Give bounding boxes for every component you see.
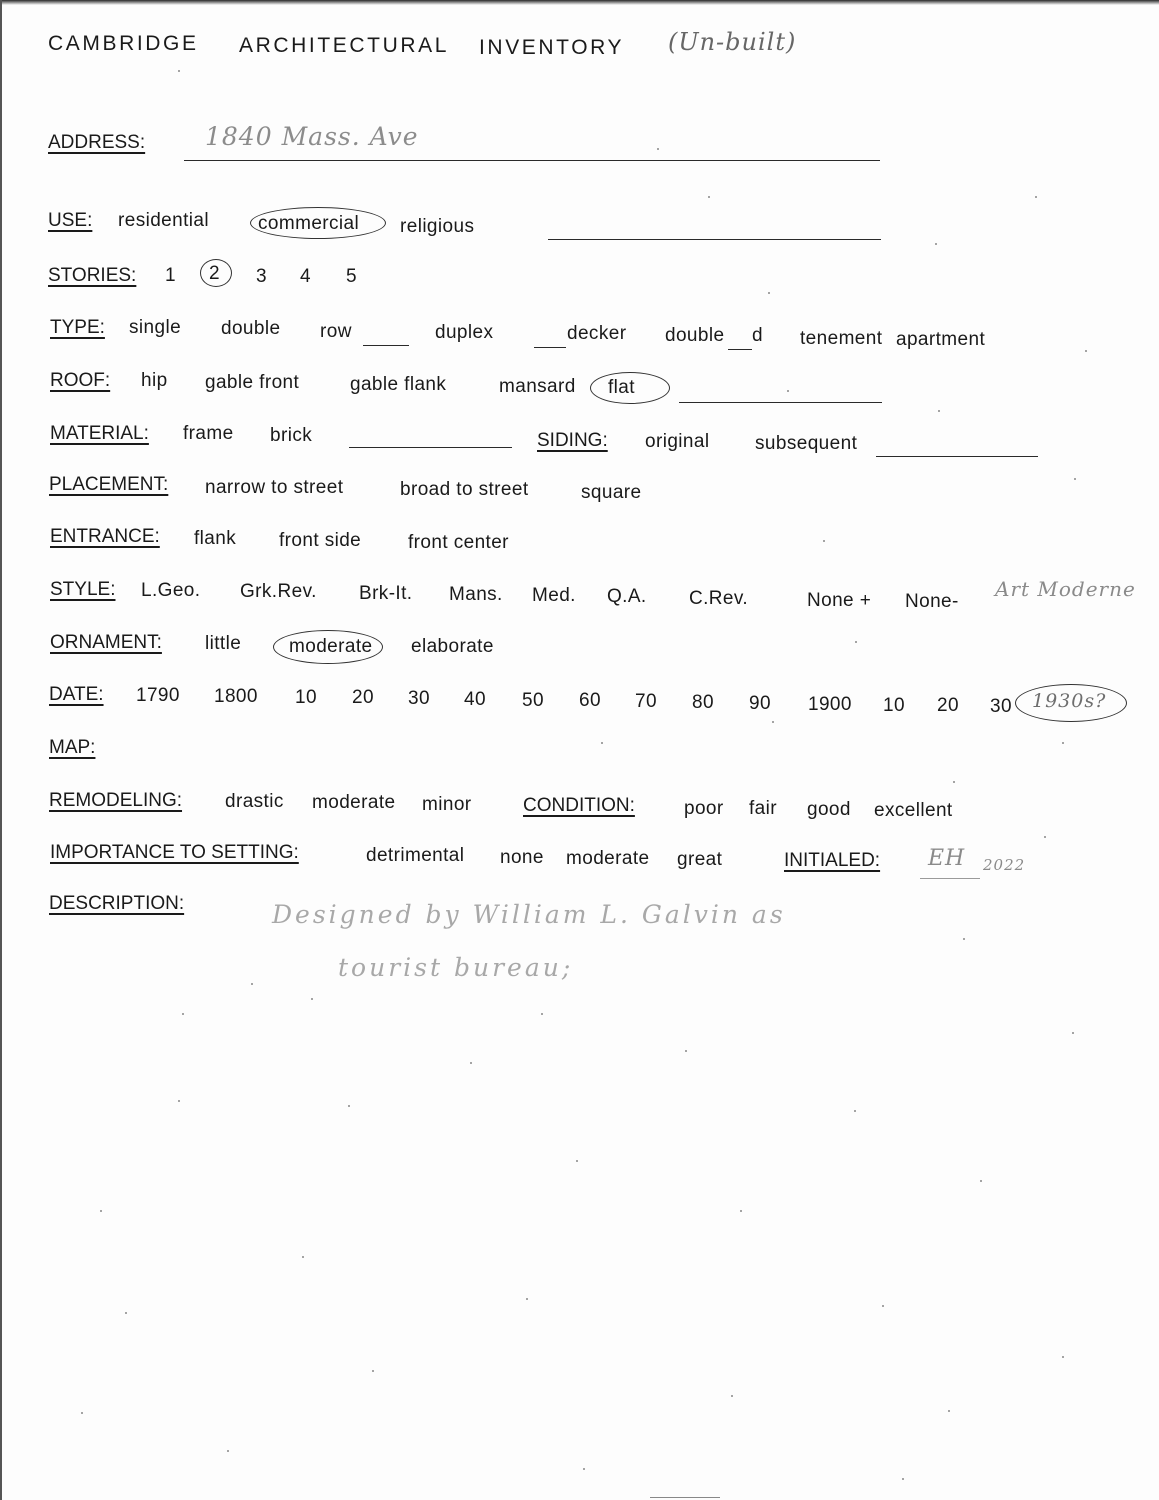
- initialed-year: 2022: [983, 856, 1026, 874]
- initialed-line: [920, 878, 980, 879]
- condition-excellent: excellent: [874, 800, 953, 821]
- use-religious: religious: [400, 216, 475, 237]
- style-qa: Q.A.: [607, 586, 647, 607]
- scan-speck: [470, 1062, 472, 1064]
- scan-speck: [227, 1450, 229, 1452]
- header-cambridge: CAMBRIDGE: [48, 32, 199, 55]
- style-grkrev: Grk.Rev.: [240, 581, 317, 602]
- date-60: 60: [579, 690, 601, 711]
- entrance-front-side: front side: [279, 530, 362, 551]
- scan-speck: [1044, 836, 1046, 838]
- placement-label: PLACEMENT:: [49, 474, 169, 495]
- use-label: USE:: [48, 210, 93, 231]
- ornament-label: ORNAMENT:: [50, 632, 162, 653]
- type-single: single: [129, 317, 182, 338]
- date-1930: 30: [990, 696, 1012, 717]
- date-1910: 10: [883, 695, 905, 716]
- scan-speck: [182, 1013, 184, 1015]
- scan-speck: [1085, 350, 1087, 352]
- scan-speck: [541, 1013, 543, 1015]
- type-row-blank: [363, 345, 409, 346]
- type-apartment: apartment: [896, 329, 986, 350]
- date-70: 70: [635, 691, 657, 712]
- style-mans: Mans.: [449, 584, 503, 605]
- scan-speck: [772, 721, 774, 723]
- date-90: 90: [749, 693, 771, 714]
- date-20: 20: [352, 687, 374, 708]
- ornament-elaborate: elaborate: [411, 636, 494, 657]
- type-tenement: tenement: [800, 328, 883, 349]
- remodeling-minor: minor: [422, 794, 472, 815]
- style-brkit: Brk-It.: [359, 583, 413, 604]
- scan-speck: [938, 410, 940, 412]
- type-duplex: duplex: [435, 322, 494, 343]
- scan-speck: [823, 540, 825, 542]
- scan-bottom-mark: [650, 1497, 720, 1498]
- scan-speck: [576, 1160, 578, 1162]
- roof-mansard: mansard: [499, 376, 576, 397]
- stories-4: 4: [300, 266, 311, 287]
- type-label: TYPE:: [50, 317, 105, 338]
- initialed-label: INITIALED:: [784, 850, 881, 871]
- scan-speck: [601, 742, 603, 744]
- description-line-2: tourist bureau;: [338, 953, 574, 982]
- scan-left-edge: [0, 0, 2, 1500]
- stories-2: 2: [209, 263, 220, 284]
- siding-label: SIDING:: [537, 430, 608, 451]
- roof-other-line: [679, 402, 882, 403]
- scan-speck: [657, 148, 659, 150]
- scan-speck: [1072, 1032, 1074, 1034]
- scan-speck: [81, 1412, 83, 1414]
- scan-speck: [372, 1370, 374, 1372]
- style-none-minus: None-: [905, 591, 959, 612]
- condition-label: CONDITION:: [523, 795, 635, 816]
- date-1900: 1900: [808, 694, 852, 715]
- scan-speck: [583, 1468, 585, 1470]
- scan-speck: [963, 938, 965, 940]
- style-label: STYLE:: [50, 579, 116, 600]
- scan-speck: [731, 1395, 733, 1397]
- date-10: 10: [295, 687, 317, 708]
- condition-poor: poor: [684, 798, 724, 819]
- scan-speck: [1074, 478, 1076, 480]
- remodeling-label: REMODELING:: [49, 790, 183, 811]
- importance-label: IMPORTANCE TO SETTING:: [50, 842, 299, 863]
- importance-detrimental: detrimental: [366, 845, 465, 866]
- date-50: 50: [522, 690, 544, 711]
- date-1920: 20: [937, 695, 959, 716]
- scan-speck: [100, 1210, 102, 1212]
- style-none-plus: None +: [807, 590, 872, 611]
- date-1790: 1790: [136, 685, 180, 706]
- siding-original: original: [645, 431, 710, 452]
- date-handwritten: 1930s?: [1032, 690, 1107, 712]
- date-40: 40: [464, 689, 486, 710]
- scan-speck: [854, 1110, 856, 1112]
- roof-gable-front: gable front: [205, 372, 300, 393]
- date-1800: 1800: [214, 686, 258, 707]
- roof-label: ROOF:: [50, 370, 111, 391]
- scan-speck: [855, 641, 857, 643]
- roof-gable-flank: gable flank: [350, 374, 447, 395]
- address-label: ADDRESS:: [48, 132, 146, 153]
- material-frame: frame: [183, 423, 234, 444]
- style-crev: C.Rev.: [689, 588, 749, 609]
- use-other-line: [548, 239, 881, 240]
- ornament-little: little: [205, 633, 242, 654]
- scan-speck: [1062, 742, 1064, 744]
- roof-flat: flat: [608, 377, 635, 398]
- use-residential: residential: [118, 210, 210, 231]
- stories-3: 3: [256, 266, 267, 287]
- map-label: MAP:: [49, 737, 96, 758]
- date-label: DATE:: [49, 684, 104, 705]
- importance-moderate: moderate: [566, 848, 650, 869]
- scan-speck: [768, 292, 770, 294]
- placement-square: square: [581, 482, 642, 503]
- header-architectural: ARCHITECTURAL: [239, 34, 449, 57]
- address-line: [184, 160, 880, 161]
- style-lgeo: L.Geo.: [141, 580, 201, 601]
- scan-speck: [685, 1050, 687, 1052]
- header-inventory: INVENTORY: [479, 36, 625, 59]
- scan-speck: [708, 196, 710, 198]
- ornament-moderate: moderate: [289, 636, 373, 657]
- stories-5: 5: [346, 266, 357, 287]
- description-label: DESCRIPTION:: [49, 893, 185, 914]
- style-med: Med.: [532, 585, 576, 606]
- scan-top-edge: [0, 0, 1159, 5]
- scan-speck: [953, 781, 955, 783]
- scan-speck: [251, 983, 253, 985]
- scan-speck: [935, 243, 937, 245]
- type-row: row: [320, 321, 352, 342]
- importance-none: none: [500, 847, 544, 868]
- scan-speck: [178, 1100, 180, 1102]
- date-30: 30: [408, 688, 430, 709]
- type-double-d-blank: [728, 349, 752, 350]
- scan-speck: [178, 70, 180, 72]
- siding-other-line: [876, 456, 1038, 457]
- date-80: 80: [692, 692, 714, 713]
- scan-speck: [882, 1305, 884, 1307]
- material-label: MATERIAL:: [50, 423, 149, 444]
- header-unbuilt-annotation: (Un-built): [668, 28, 797, 56]
- stories-label: STORIES:: [48, 265, 137, 286]
- type-double: double: [221, 318, 281, 339]
- remodeling-moderate: moderate: [312, 792, 396, 813]
- type-d: d: [752, 325, 763, 346]
- siding-subsequent: subsequent: [755, 433, 858, 454]
- importance-great: great: [677, 849, 723, 870]
- scan-speck: [902, 1478, 904, 1480]
- condition-fair: fair: [749, 798, 777, 819]
- scan-speck: [980, 1180, 982, 1182]
- use-commercial: commercial: [258, 213, 360, 234]
- style-handwritten: Art Moderne: [995, 577, 1136, 601]
- scan-speck: [948, 1410, 950, 1412]
- scan-speck: [125, 1312, 127, 1314]
- scan-speck: [311, 998, 313, 1000]
- remodeling-drastic: drastic: [225, 791, 284, 812]
- scan-speck: [302, 1256, 304, 1258]
- roof-hip: hip: [141, 370, 168, 391]
- description-line-1: Designed by William L. Galvin as: [272, 900, 786, 929]
- material-other-line: [349, 447, 512, 448]
- type-double-d: double: [665, 325, 725, 346]
- address-value: 1840 Mass. Ave: [205, 122, 419, 151]
- scan-speck: [740, 1210, 742, 1212]
- entrance-front-center: front center: [408, 532, 509, 553]
- scan-speck: [348, 1105, 350, 1107]
- placement-narrow: narrow to street: [205, 477, 344, 498]
- scan-speck: [526, 1298, 528, 1300]
- material-brick: brick: [270, 425, 313, 446]
- stories-1: 1: [165, 265, 176, 286]
- entrance-label: ENTRANCE:: [50, 526, 160, 547]
- initialed-initials: EH: [928, 846, 966, 871]
- type-decker: decker: [567, 323, 627, 344]
- scan-speck: [787, 390, 789, 392]
- scan-speck: [1035, 196, 1037, 198]
- entrance-flank: flank: [194, 528, 237, 549]
- placement-broad: broad to street: [400, 479, 529, 500]
- type-decker-blank: [534, 347, 566, 348]
- condition-good: good: [807, 799, 851, 820]
- scan-speck: [1062, 1356, 1064, 1358]
